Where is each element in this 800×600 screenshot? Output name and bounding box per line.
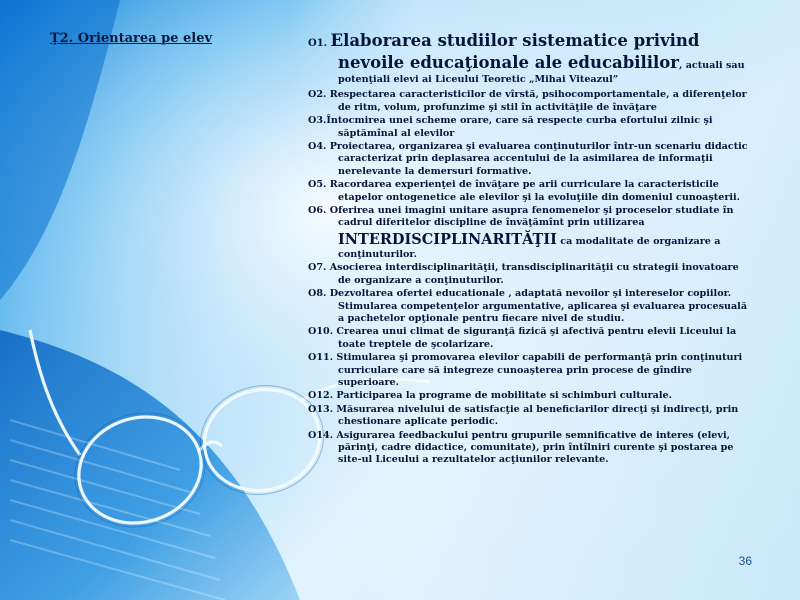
objective-item: [308, 288, 752, 325]
objective-text: Respectarea caracteristicilor de vîrstă, psihocomportamentale, a diferenţelor de ritm, volum, profunzime şi stil în activităţile de învăţare: [329, 89, 747, 113]
objective-emphasis: INTERDISCIPLINARITĂŢII: [338, 230, 557, 248]
objective-code: O11.: [308, 352, 334, 364]
objective-item: [308, 89, 752, 114]
objective-item: [308, 326, 752, 351]
page-number: 36: [738, 554, 752, 568]
objective-item: [308, 390, 752, 402]
objective-text: Asocierea interdisciplinarităţii, transdisciplinarităţii cu strategii inovatoare de organizare a conţinuturilor.: [329, 262, 739, 286]
objective-item: [308, 404, 752, 429]
objective-code: O7.: [308, 262, 327, 274]
objective-text: Oferirea unei imagini unitare asupra fenomenelor şi proceselor studiate în cadrul diferitelor discipline de învăţămînt prin utilizarea: [329, 205, 734, 229]
objective-text: Măsurarea nivelului de satisfacţie al beneficiarilor direcţi şi indirecţi, prin chestionare aplicate periodic.: [336, 403, 739, 428]
objective-item: [308, 262, 752, 287]
objective-code: O12.: [308, 390, 334, 402]
objective-code: O2.: [308, 89, 327, 101]
objective-text: Proiectarea, organizarea şi evaluarea conţinuturilor într-un scenariu didactic caracterizat prin deplasarea accentului de la asimilarea de informaţii nerelevante la demersuri formative.: [329, 141, 748, 177]
objective-text: Întocmirea unei scheme orare, care să respecte curba efortului zilnic şi săptămînal al elevilor: [326, 115, 713, 139]
objective-item: [308, 205, 752, 261]
objective-code: O6.: [308, 205, 327, 217]
objective-text: Participarea la programe de mobilitate si schimburi culturale.: [336, 390, 672, 402]
objective-item: [308, 30, 752, 86]
objective-item: [308, 115, 752, 140]
objective-code: O13.: [308, 403, 334, 415]
objective-text: Asigurarea feedbackului pentru grupurile semnificative de interes (elevi, părinţi, cadre didactice, comunitate), prin întîlniri curente şi postarea pe site-ul Liceului a rezultatelor acţiunilor relevante.: [336, 429, 734, 466]
objective-code: O10.: [308, 326, 334, 338]
objective-text: Racordarea experienţei de învăţare pe arii curriculare la caracteristicile etapelor ontogenetice ale elevilor şi la evoluţiile din domeniul cunoaşterii.: [329, 179, 741, 203]
objective-code: O5.: [308, 179, 327, 191]
objective-item: [308, 352, 752, 389]
objective-code: O4.: [308, 141, 327, 153]
objective-item: [308, 430, 752, 467]
objective-text: Elaborarea studiilor sistematice privind nevoile educaţionale ale educabililor: [330, 31, 700, 72]
objective-text: Crearea unui climat de siguranţă fizică şi afectivă pentru elevii Liceului la toate treptele de şcolarizare.: [336, 326, 737, 350]
objectives-list: [308, 30, 752, 468]
slide-title: Ţ2. Orientarea pe elev: [50, 31, 213, 46]
objective-item: [308, 141, 752, 178]
objective-code: O1.: [308, 38, 328, 49]
objective-text: Stimularea şi promovarea elevilor capabili de performanţă prin conţinuturi curriculare care să integreze cunoaşterea prin procese de gîndire superioare.: [336, 352, 743, 388]
objective-tail: , actuali sau potenţiali elevi ai Liceului Teoretic „Mihai Viteazul”: [338, 60, 745, 85]
objective-code: O3.: [308, 115, 327, 127]
objective-item: [308, 179, 752, 204]
objective-code: O8.: [308, 288, 327, 300]
objective-text: Dezvoltarea ofertei educationale , adaptată nevoilor şi intereselor copiilor. Stimularea competenţelor argumentative, aplicarea şi evaluarea procesuală a pachetelor opţionale pentru fiecare nivel de studiu.: [329, 288, 748, 324]
objective-tail: ca modalitate de organizare a conţinuturilor.: [338, 235, 721, 260]
objective-code: O14.: [308, 429, 334, 441]
